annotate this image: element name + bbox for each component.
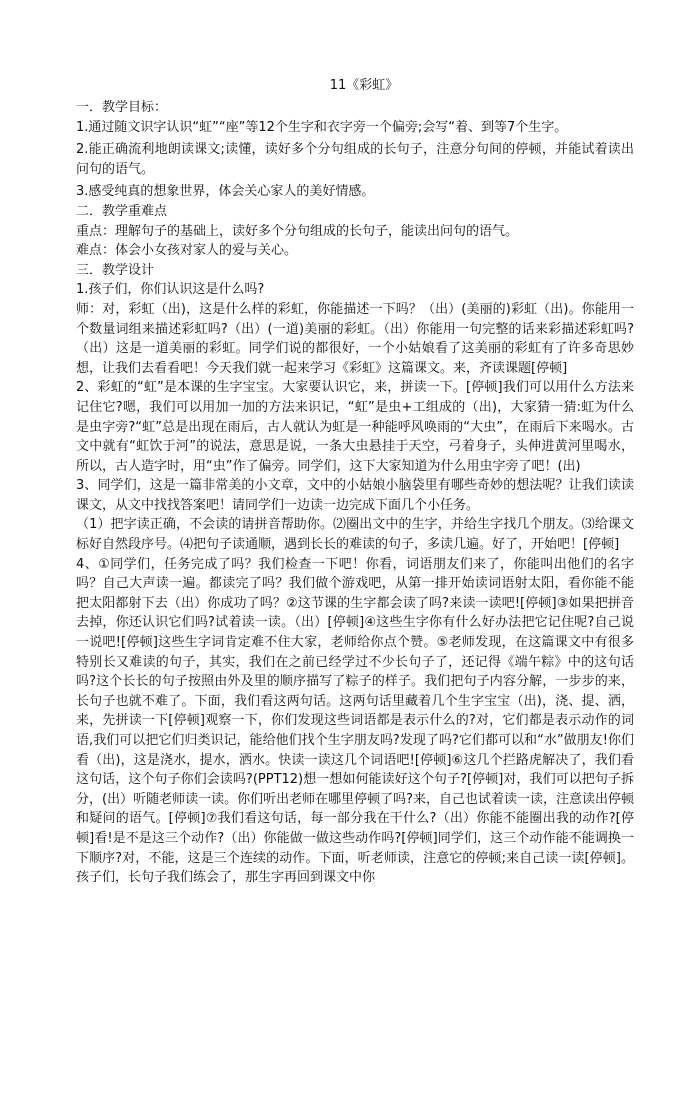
objective-1: 1.通过随文识字认识“虹”“座”等12个生字和衣字旁一个偏旁;会写“着、到等7个生字。 — [76, 119, 568, 135]
design-step-3: 3、同学们，这是一篇非常美的小文章，文中的小姑娘小脑袋里有哪些奇妙的想法呢？让我们读读课文，从文中找找答案吧！请同学们一边读一边完成下面几个小任务。 — [76, 478, 634, 513]
lesson-title: 11《彩虹》 — [329, 78, 399, 93]
design-step-2: 2、彩虹的“虹”是本课的生字宝宝。大家要认识它，来，拼读一下。[停顿]我们可以用什么方法来记住它?嗯，我们可以用加一加的方法来识记，“虹”是虫+工组成的（出)，大家猜一猜:虹为什么是虫字旁?“虹”总是出现在雨后，古人就认为虹是一种能呼风唤雨的“大虫”，在雨后下来喝水。古文中就有“虹饮于河”的说法，意思是说，一条大虫悬挂于天空，弓着身子，头伸进黄河里喝水，所以，古人造字时，用“虫”作了偏旁。同学们，这下大家知道为什么用虫字旁了吧！(出) — [76, 380, 634, 474]
design-step-4: 4、①同学们，任务完成了吗？我们检查一下吧！你看，词语朋友们来了，你能叫出他们的名字吗？自己大声读一遍。都读完了吗？我们做个游戏吧，从第一排开始读词语射太阳，看你能不能把太阳都射下去（出）你成功了吗？②这节课的生字都会读了吗?来读一读吧![停顿]③如果把拼音去掉，你还认识它们吗?试着读一读。（出）[停顿]④这些生字你有什么好办法把它记住呢?自己说一说吧![停顿]这些生字词肯定难不住大家，老师给你点个赞。⑤老师发现，在这篇课文中有很多特别长又难读的句子，其实，我们在之前已经学过不少长句子了，还记得《端午粽》中的这句话吗?这个长长的句子按照由外及里的顺序描写了粽子的样子。我们把句子内容分解，一步步的来，长句子也就不难了。下面，我们看这两句话。这两句话里藏着几个生字宝宝（出)，浇、提、洒，来，先拼读一下[停顿]观察一下，你们发现这些词语都是表示什么的?对，它们都是表示动作的词语,我们可以把它们归类识记，能给他们找个生字朋友吗?发现了吗?它们都可以和“水”做朋友!你们看（出)，这是浇水，提水，洒水。快读一读这几个词语吧![停顿]⑥这几个拦路虎解决了，我们看这句话，这个句子你们会读吗?(PPT12)想一想如何能读好这个句子?[停顿]对，我们可以把句子拆分，(出）听随老师读一读。你们听出老师在哪里停顿了吗?来，自己也试着读一读，注意读出停顿和疑问的语气。[停顿]⑦我们看这句话，每一部分我在干什么?（出）你能不能圈出我的动作?[停顿]看!是不是这三个动作?（出）你能做一做这些动作吗?[停顿]同学们，这三个动作能不能调换一下顺序?对，不能，这是三个连续的动作。下面，听老师读，注意它的停顿;来自己读一读[停顿]。孩子们，长句子我们练会了，那生字再回到课文中你 — [76, 556, 634, 886]
objective-2: 2.能正确流利地朗读课文;读懂，读好多个分句组成的长句子，注意分句间的停顿，并能试着读出问句的语气。 — [76, 142, 634, 177]
document-body — [76, 76, 634, 888]
key-point: 重点：理解句子的基础上，读好多个分句组成的长句子，能读出问句的语气。 — [76, 223, 519, 239]
section-heading-design: 三．教学设计 — [76, 262, 155, 278]
design-step-1: 师：对，彩虹（出)，这是什么样的彩虹，你能描述一下吗？（出）(美丽的)彩虹（出)。你能用一个数量词组来描述彩虹吗?（出）(一道)美丽的彩虹。（出）你能用一句完整的话来彩描述彩虹吗?（出）这是一道美丽的彩虹。同学们说的都很好，一个小姑娘看了这美丽的彩虹有了许多奇思妙想，让我们去看看吧！今天我们就一起来学习《彩虹》这篇课文。来，齐读课题[停顿] — [76, 301, 634, 376]
difficult-point: 难点：体会小女孩对家人的爱与关心。 — [76, 243, 298, 259]
objective-3: 3.感受纯真的想象世界，体会关心家人的美好情感。 — [76, 184, 375, 200]
design-step-3-tasks: （1）把字读正确，不会读的请拼音帮助你。⑵圈出文中的生字，并给生字找几个朋友。⑶给课文标好自然段序号。⑷把句子读通顺，遇到长长的难读的句子，多读几遍。好了，开始吧！[停顿] — [76, 517, 634, 553]
section-heading-key-points: 二．教学重难点 — [76, 203, 168, 219]
section-heading-objectives: 一．教学目标： — [76, 100, 168, 115]
design-step-1-question: 1.孩子们，你们认识这是什么吗? — [76, 282, 265, 298]
